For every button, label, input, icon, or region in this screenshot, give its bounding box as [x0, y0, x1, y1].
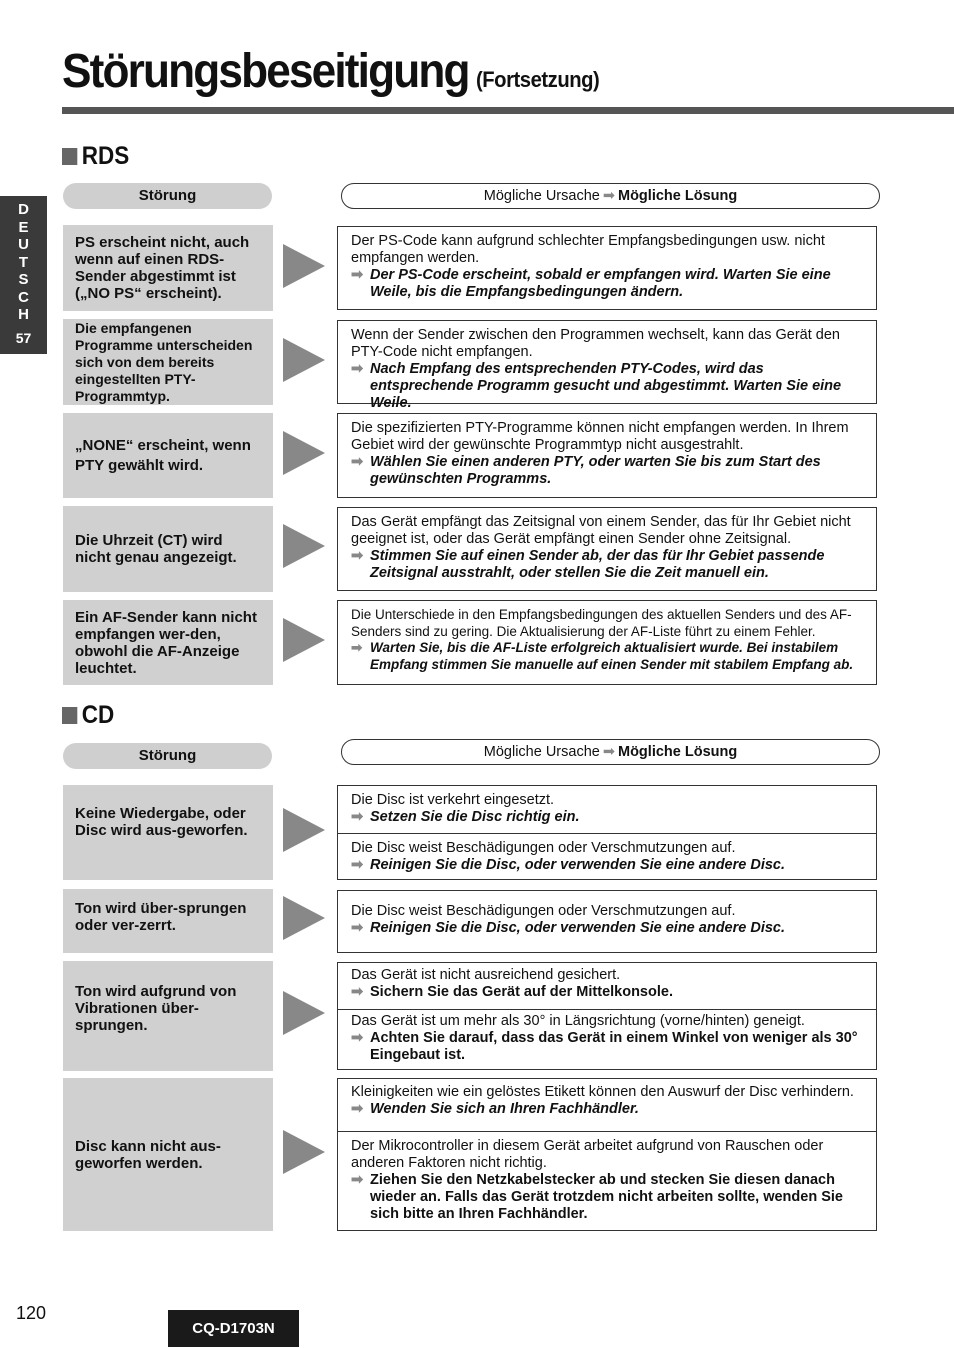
- cause-text: Das Gerät empfängt das Zeitsignal von einem Sender, das für Ihr Gebiet nicht geeignet ist, oder das Gerät empfängt einen Sender ohne Zeitsignal.: [351, 514, 851, 547]
- problem-text: Die empfangenen Programme unterscheiden sich von dem bereits eingestellten PTY-Programmtyp.: [75, 319, 253, 404]
- arrow-right-icon: ➡: [351, 809, 364, 825]
- problem-text: PS erscheint nicht, auch wenn auf einen RDS-Sender abgestimmt ist („NO PS“ erscheint).: [75, 234, 250, 302]
- arrow-right-icon: ➡: [602, 188, 615, 204]
- arrow-right-icon: ➡: [602, 744, 615, 760]
- arrow-right-icon: ➡: [351, 1101, 364, 1117]
- fix-text: [351, 1172, 868, 1223]
- square-bullet-icon: [62, 707, 77, 724]
- section-heading-cd: [62, 701, 114, 730]
- side-letter: E: [18, 218, 29, 236]
- title-main: Störungsbeseitigung: [62, 45, 469, 98]
- page-title-wrap: [62, 44, 954, 99]
- solution-box: [337, 507, 877, 591]
- arrow-right-icon: ➡: [351, 857, 364, 873]
- fix-label: Reinigen Sie die Disc, oder verwenden Sie eine andere Disc.: [370, 857, 786, 873]
- cause-text: Das Gerät ist um mehr als 30° in Längsrichtung (vorne/hinten) geneigt.: [351, 1013, 805, 1029]
- cause-text: Die Disc weist Beschädigungen oder Verschmutzungen auf.: [351, 903, 736, 919]
- arrow-triangle-icon: [283, 896, 325, 940]
- column-header-problem: Störung: [63, 743, 272, 769]
- side-letter: U: [18, 236, 29, 253]
- arrow-triangle-icon: [283, 618, 325, 662]
- solution-cell: [338, 227, 876, 307]
- fix-label: Wenden Sie sich an Ihren Fachhändler.: [370, 1101, 639, 1117]
- fix-text: [351, 809, 868, 826]
- fix-label: Wählen Sie einen anderen PTY, oder warten Sie bis zum Start des gewünschten Programms.: [370, 454, 821, 487]
- arrow-triangle-icon: [283, 244, 325, 288]
- fix-text: [351, 267, 868, 301]
- solution-box: [337, 413, 877, 498]
- arrow-right-icon: ➡: [351, 1030, 364, 1046]
- solution-box: [337, 600, 877, 685]
- arrow-right-icon: ➡: [351, 267, 364, 283]
- page-number: 120: [16, 1303, 47, 1323]
- model-badge: CQ-D1703N: [168, 1310, 299, 1347]
- solution-box: [337, 226, 877, 310]
- side-tab-page: 57: [15, 330, 32, 346]
- fix-label: Ziehen Sie den Netzkabelstecker ab und stecken Sie diesen danach wieder an. Falls das Gerät trotzdem nicht arbeiten sollte, wenden Sie sich bitte an Ihren Fachhändler.: [370, 1172, 843, 1222]
- side-letter: D: [18, 201, 29, 218]
- side-letter: S: [18, 271, 29, 288]
- column-header-solution: [341, 183, 880, 209]
- arrow-right-icon: ➡: [351, 1172, 364, 1188]
- side-letter: H: [18, 306, 29, 323]
- column-header-solution: [341, 739, 880, 765]
- problem-cell: [63, 413, 273, 498]
- solution-cell: [338, 786, 876, 833]
- solution-cell: [338, 833, 876, 880]
- fix-text: [351, 1101, 874, 1118]
- header-cause: Mögliche Ursache: [483, 188, 600, 204]
- problem-cell: [63, 961, 273, 1071]
- fix-text: [351, 361, 868, 412]
- fix-label: Setzen Sie die Disc richtig ein.: [370, 809, 580, 825]
- solution-cell: [338, 508, 876, 588]
- side-letter: T: [18, 253, 29, 271]
- solution-cell: [338, 601, 876, 679]
- fix-label: Sichern Sie das Gerät auf der Mittelkonsole.: [370, 984, 673, 1000]
- arrow-triangle-icon: [283, 808, 325, 852]
- problem-text: Ton wird aufgrund von Vibrationen über-sprungen.: [75, 982, 237, 1034]
- language-side-tab: [0, 196, 47, 354]
- fix-label: Stimmen Sie auf einen Sender ab, der das für Ihr Gebiet passende Zeitsignal ausstrahlt, oder stellen Sie die Zeit manuell ein.: [370, 548, 825, 581]
- side-tab-letters: [0, 196, 47, 324]
- solution-cell: [338, 963, 876, 1009]
- fix-label: Nach Empfang des entsprechenden PTY-Codes, wird das entsprechende Programm gesucht und abgestimmt. Warten Sie eine Weile.: [370, 361, 842, 411]
- solution-cell: [338, 414, 876, 494]
- solution-cell: [338, 891, 876, 943]
- problem-text: Disc kann nicht aus-geworfen werden.: [75, 1137, 221, 1172]
- fix-text: [351, 984, 868, 1001]
- arrow-triangle-icon: [283, 338, 325, 382]
- problem-cell: [63, 225, 273, 311]
- fix-label: Der PS-Code erscheint, sobald er empfangen wird. Warten Sie eine Weile, bis die Empfangsbedingungen ändern.: [370, 267, 831, 300]
- arrow-right-icon: ➡: [351, 640, 363, 655]
- arrow-right-icon: ➡: [351, 984, 364, 1000]
- arrow-triangle-icon: [283, 524, 325, 568]
- cause-text: Der PS-Code kann aufgrund schlechter Empfangsbedingungen usw. nicht empfangen werden.: [351, 233, 825, 266]
- arrow-triangle-icon: [283, 991, 325, 1035]
- solution-cell: [338, 1079, 876, 1131]
- cause-text: Die Unterschiede in den Empfangsbedingungen des aktuellen Senders und des AF-Senders sind zu gering. Die Aktualisierung der AF-Liste führt zu einem Fehler.: [351, 607, 852, 639]
- fix-text: [351, 857, 868, 874]
- solution-box: [337, 962, 877, 1070]
- problem-text: „NONE“ erscheint, wenn PTY gewählt wird.: [75, 436, 251, 474]
- square-bullet-icon: [62, 148, 77, 165]
- column-header-problem: Störung: [63, 183, 272, 209]
- arrow-right-icon: ➡: [351, 454, 364, 470]
- arrow-triangle-icon: [283, 1130, 325, 1174]
- fix-text: [351, 640, 868, 673]
- problem-text: Die Uhrzeit (CT) wird nicht genau angezeigt.: [75, 532, 237, 566]
- fix-text: [351, 454, 868, 488]
- cause-text: Kleinigkeiten wie ein gelöstes Etikett können den Auswurf der Disc verhindern.: [351, 1084, 854, 1100]
- section-title: CD: [81, 701, 115, 729]
- arrow-right-icon: ➡: [351, 548, 364, 564]
- solution-cell: [338, 1009, 876, 1070]
- problem-cell: [63, 889, 273, 953]
- solution-cell: [338, 321, 876, 418]
- header-cause: Mögliche Ursache: [483, 744, 600, 760]
- title-sub: (Fortsetzung): [476, 67, 600, 92]
- cause-text: Wenn der Sender zwischen den Programmen wechselt, kann das Gerät den PTY-Code nicht empfangen.: [351, 327, 840, 360]
- solution-box: [337, 1078, 877, 1231]
- cause-text: Der Mikrocontroller in diesem Gerät arbeitet aufgrund von Rauschen oder anderen Faktoren nicht richtig.: [351, 1138, 824, 1171]
- arrow-right-icon: ➡: [351, 361, 364, 377]
- problem-text: Keine Wiedergabe, oder Disc wird aus-geworfen.: [75, 804, 248, 839]
- solution-box: [337, 785, 877, 880]
- problem-cell: [63, 785, 273, 880]
- problem-text: Ein AF-Sender kann nicht empfangen wer-den, obwohl die AF-Anzeige leuchtet.: [75, 608, 257, 677]
- fix-text: [351, 548, 868, 582]
- section-title: RDS: [81, 142, 130, 170]
- cause-text: Die spezifizierten PTY-Programme können nicht empfangen werden. In Ihrem Gebiet wird der gewünschte Programmtyp nicht ausgestrahlt.: [351, 420, 849, 453]
- fix-label: Achten Sie darauf, dass das Gerät in einem Winkel von weniger als 30° Eingebaut ist.: [370, 1030, 858, 1063]
- fix-label: Warten Sie, bis die AF-Liste erfolgreich aktualisiert wurde. Bei instabilem Empfang stimmen Sie manuelle auf einen Sender mit stabilem Empfang ab.: [370, 640, 854, 672]
- problem-cell: [63, 319, 273, 405]
- title-rule: [62, 107, 954, 114]
- side-letter: C: [18, 288, 29, 306]
- page-title: [62, 44, 599, 99]
- cause-text: Die Disc weist Beschädigungen oder Verschmutzungen auf.: [351, 840, 736, 856]
- problem-cell: [63, 1078, 273, 1231]
- solution-box: [337, 890, 877, 953]
- fix-text: [351, 1030, 868, 1064]
- problem-text: Ton wird über-sprungen oder ver-zerrt.: [75, 900, 247, 934]
- solution-cell: [338, 1131, 876, 1229]
- section-heading-rds: [62, 142, 129, 171]
- cause-text: Das Gerät ist nicht ausreichend gesichert.: [351, 967, 621, 983]
- problem-cell: [63, 600, 273, 685]
- header-solution: Mögliche Lösung: [618, 744, 738, 760]
- fix-text: [351, 920, 868, 937]
- arrow-right-icon: ➡: [351, 920, 364, 936]
- fix-label: Reinigen Sie die Disc, oder verwenden Sie eine andere Disc.: [370, 920, 786, 936]
- solution-box: [337, 320, 877, 411]
- cause-text: Die Disc ist verkehrt eingesetzt.: [351, 792, 555, 808]
- arrow-triangle-icon: [283, 431, 325, 475]
- problem-cell: [63, 506, 273, 592]
- header-solution: Mögliche Lösung: [618, 188, 738, 204]
